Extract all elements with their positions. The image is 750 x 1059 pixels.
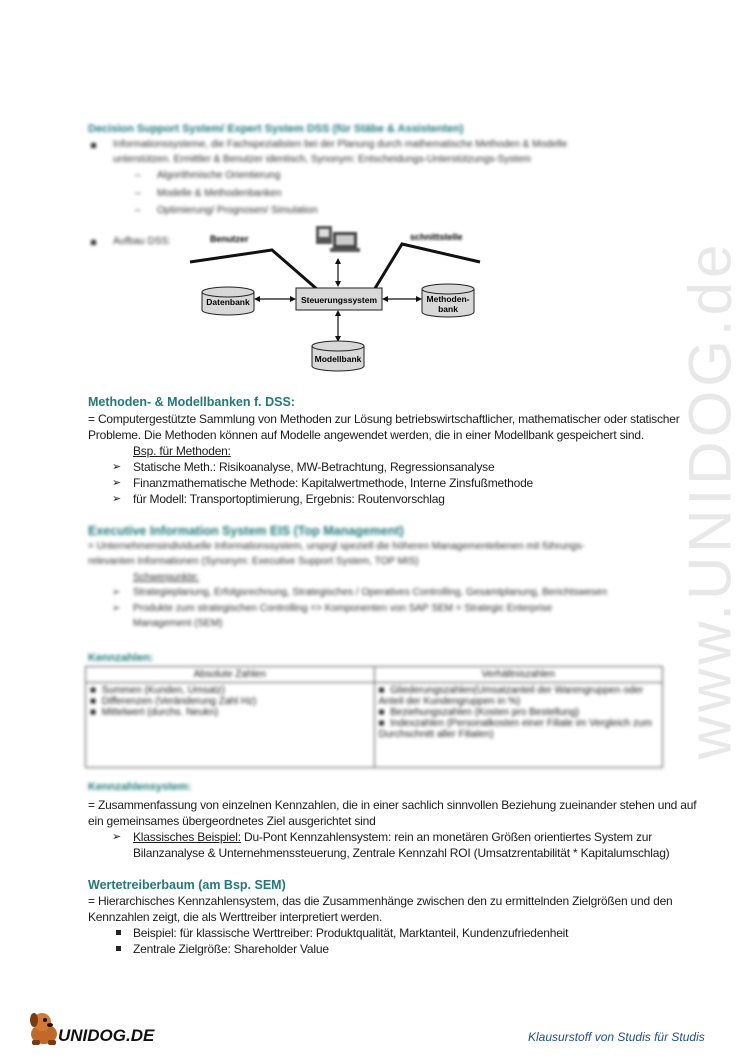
- bullet-marker: [91, 143, 96, 148]
- list-item: ■ Mittelwert (durchs. Neukn): [90, 707, 219, 718]
- computer-icon: [316, 226, 360, 252]
- square-bullet: [116, 946, 121, 951]
- methoden-p1: = Computergestützte Sammlung von Methoden zur Lösung betriebswirtschaftlicher, mathematischer oder statischer: [88, 412, 680, 426]
- dss-heading: Decision Support System/ Expert System DSS (für Stäbe & Assistenten): [88, 123, 464, 135]
- dss-diagram: [180, 222, 500, 374]
- logo-text: UNIDOG.DE: [58, 1026, 155, 1045]
- square-bullet: [116, 930, 121, 935]
- kennzahlensystem-item: Klassisches Beispiel: Du-Pont Kennzahlensystem: rein an monetären Größen orientiertes System zur: [133, 830, 653, 844]
- kennzahlen-heading: Kennzahlen:: [88, 652, 154, 664]
- wertetreiber-p2: Kennzahlen zeigt, die als Werttreiber interpretiert werden.: [88, 910, 383, 924]
- watermark: www.UNIDOG.de: [676, 240, 744, 760]
- dss-bullet-line2: unterstützen. Ermittler & Benutzer identisch, Synonym: Entscheidungs-Unterstützungs-System: [113, 154, 531, 165]
- methoden-heading: Methoden- & Modellbanken f. DSS:: [88, 395, 295, 409]
- wertetreiber-item: Zentrale Zielgröße: Shareholder Value: [133, 942, 329, 956]
- arrow-bullet: ➢: [112, 831, 122, 843]
- kennzahlen-section: [0, 645, 750, 775]
- dss-sub-item: Optimierung/ Prognosen/ Simulation: [157, 205, 318, 216]
- methoden-p2: Probleme. Die Methoden können auf Modelle angewendet werden, die in einer Modellbank gespeichert sind.: [88, 428, 644, 442]
- modellbank-label: Modellbank: [314, 354, 362, 364]
- list-item: ■ Beziehungszahlen (Kosten pro Bestellung): [378, 707, 580, 718]
- dss-section: [0, 0, 750, 250]
- eis-sub-heading: Schwerpunkte:: [133, 572, 200, 583]
- dss-sub-item: Algorithmische Orientierung: [157, 170, 281, 181]
- bullet-marker: [91, 240, 96, 245]
- aufbau-label: Aufbau DSS:: [113, 236, 171, 247]
- kennzahlensystem-p2: ein gemeinsames übergeordnetes Ziel ausgerichtet sind: [88, 814, 376, 828]
- eis-item: Management (SEM): [133, 618, 223, 629]
- eis-item: Strategieplanung, Erfolgsrechnung, Strategisches / Operatives Controlling, Gesamtplanung, Berichtswesen: [133, 587, 608, 598]
- arrow-bullet: ➢: [112, 477, 122, 489]
- kennzahlensystem-heading: Kennzahlensystem:: [88, 781, 192, 793]
- benutzer-label: Benutzer: [210, 234, 249, 244]
- kennzahlensystem-item-line2: Bilanzanalyse & Unternehmenssteuerung, Zentrale Kennzahl ROI (Umsatzrentabilität * Kapitalumschlag): [133, 846, 670, 860]
- list-item: ■ Summen (Kunden, Umsatz): [90, 685, 225, 696]
- list-item: ■ Gliederungszahlen(Umsatzanteil der Warengruppen oder Anteil der Kundengruppen in %): [378, 685, 644, 707]
- arrow-bullet: ➢: [112, 493, 122, 505]
- eis-p1: = Unternehmensindividuelle Informationssystem, ursprgl speziell die höheren Managementebenen mit führungs-: [88, 541, 585, 552]
- footer-tagline: Klausurstoff von Studis für Studis: [528, 1030, 705, 1044]
- table-header: Absolute Zahlen: [86, 667, 375, 683]
- methoden-sub-heading: Bsp. für Methoden:: [133, 444, 231, 458]
- dash-marker: –: [135, 170, 141, 181]
- table-header: Verhältniszahlen: [374, 667, 663, 683]
- eis-p2: relevanten Informationen (Synonym: Executive Support System, TOP MIS): [88, 556, 419, 567]
- eis-heading: Executive Information System EIS (Top Management): [88, 524, 404, 538]
- wertetreiber-item: Beispiel: für klassische Werttreiber: Produktqualität, Marktanteil, Kundenzufriedenheit: [133, 926, 569, 940]
- eis-item: Produkte zum strategischen Controlling => Komponenten von SAP SEM = Strategic Enterprise: [133, 603, 553, 614]
- wertetreiber-heading: Wertetreiberbaum (am Bsp. SEM): [88, 878, 286, 892]
- dss-bullet-line1: Informationssysteme, die Fachspezialisten bei der Planung durch mathematische Methoden & Modelle: [113, 139, 568, 150]
- schnittstelle-label: schnittstelle: [410, 232, 463, 242]
- table-cell: [86, 683, 375, 768]
- methoden-label-1: Methoden-: [426, 294, 470, 304]
- wertetreiber-p1: = Hierarchisches Kennzahlensystem, das die Zusammenhänge zwischen den zu ermittelnden Zielgrößen und den: [88, 894, 673, 908]
- schnittstelle-connector: [374, 244, 480, 290]
- list-item: ■ Indexzahlen (Personalkosten einer Filiale im Vergleich zum Durchschnitt aller Filialen): [378, 718, 652, 740]
- arrow-right: [382, 296, 422, 302]
- kennzahlensystem-p1: = Zusammenfassung von einzelnen Kennzahlen, die in einer sachlich sinnvollen Beziehung zueinander stehen und auf: [88, 798, 697, 812]
- methoden-item: Statische Meth.: Risikoanalyse, MW-Betrachtung, Regressionsanalyse: [133, 460, 495, 474]
- steuerung-label: Steuerungssystem: [300, 295, 378, 305]
- eis-section: [0, 515, 750, 640]
- table-cell: [374, 683, 663, 768]
- dash-marker: –: [135, 188, 141, 199]
- list-item: ■ Differenzen (Veränderung Zahl Hz): [90, 696, 257, 707]
- kennzahlen-table: [85, 666, 663, 768]
- benutzer-connector: [190, 250, 318, 290]
- arrow-bullet: ➢: [112, 587, 121, 598]
- arrow-top: [335, 258, 341, 287]
- methoden-label-2: bank: [438, 304, 458, 314]
- dash-marker: –: [135, 205, 141, 216]
- arrow-bullet: ➢: [112, 603, 121, 614]
- arrow-bottom: [335, 310, 341, 342]
- methoden-item: Finanzmathematische Methode: Kapitalwertmethode, Interne Zinsfußmethode: [133, 476, 534, 490]
- methoden-item: für Modell: Transportoptimierung, Ergebnis: Routenvorschlag: [133, 492, 445, 506]
- arrow-bullet: ➢: [112, 461, 122, 473]
- datenbank-label: Datenbank: [206, 297, 250, 307]
- arrow-left: [254, 296, 296, 302]
- dss-sub-item: Modelle & Methodenbanken: [157, 188, 282, 199]
